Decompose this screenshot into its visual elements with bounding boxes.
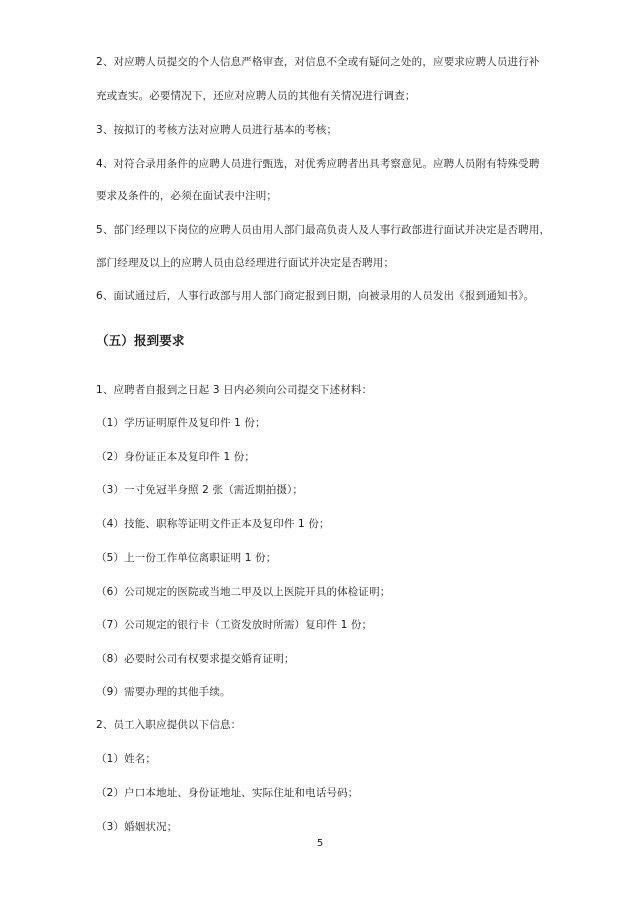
paragraph-line: 2、员工入职应提供以下信息： bbox=[96, 719, 242, 731]
paragraph-line: 3、按拟订的考核方法对应聘人员进行基本的考核； bbox=[96, 124, 338, 136]
paragraph-line: 1、应聘者自报到之日起 3 日内必须向公司提交下述材料： bbox=[96, 384, 373, 396]
paragraph-line: 5、部门经理以下岗位的应聘人员由用人部门最高负责人及人事行政部进行面试并决定是否聘用， bbox=[96, 224, 551, 236]
paragraph-line: 4、对符合录用条件的应聘人员进行甄选，对优秀应聘者出具考察意见。应聘人员附有特殊受聘 bbox=[96, 158, 540, 170]
paragraph-line: 部门经理及以上的应聘人员由总经理进行面试并决定是否聘用； bbox=[96, 257, 395, 269]
section-heading: （五）报到要求 bbox=[96, 333, 185, 348]
paragraph-line: 6、面试通过后，人事行政部与用人部门商定报到日期，向被录用的人员发出《报到通知书》。 bbox=[96, 290, 535, 302]
list-item: （7）公司规定的银行卡（工资发放时所需）复印件 1 份； bbox=[96, 619, 373, 631]
list-item: （2）身份证正本及复印件 1 份； bbox=[96, 451, 256, 463]
list-item: （6）公司规定的医院或当地二甲及以上医院开具的体检证明； bbox=[96, 586, 391, 598]
list-item: （3）婚姻状况； bbox=[96, 821, 178, 833]
list-item: （5）上一份工作单位离职证明 1 份； bbox=[96, 552, 277, 564]
list-item: （3）一寸免冠半身照 2 张（需近期拍摄）； bbox=[96, 484, 304, 496]
list-item: （2）户口本地址、身份证地址、实际住址和电话号码； bbox=[96, 787, 359, 799]
paragraph-line: 要求及条件的，必须在面试表中注明； bbox=[96, 190, 278, 202]
list-item: （1）学历证明原件及复印件 1 份； bbox=[96, 417, 266, 429]
paragraph-line: 充或查实。必要情况下，还应对应聘人员的其他有关情况进行调查； bbox=[96, 90, 416, 102]
paragraph-line: 2、对应聘人员提交的个人信息严格审查，对信息不全或有疑问之处的，应要求应聘人员进行补 bbox=[96, 56, 540, 68]
list-item: （4）技能、职称等证明文件正本及复印件 1 份； bbox=[96, 518, 330, 530]
page-number: 5 bbox=[316, 838, 324, 849]
list-item: （1）姓名； bbox=[96, 753, 157, 765]
list-item: （9）需要办理的其他手续。 bbox=[96, 686, 231, 698]
list-item: （8）必要时公司有权要求提交婚育证明； bbox=[96, 653, 295, 665]
